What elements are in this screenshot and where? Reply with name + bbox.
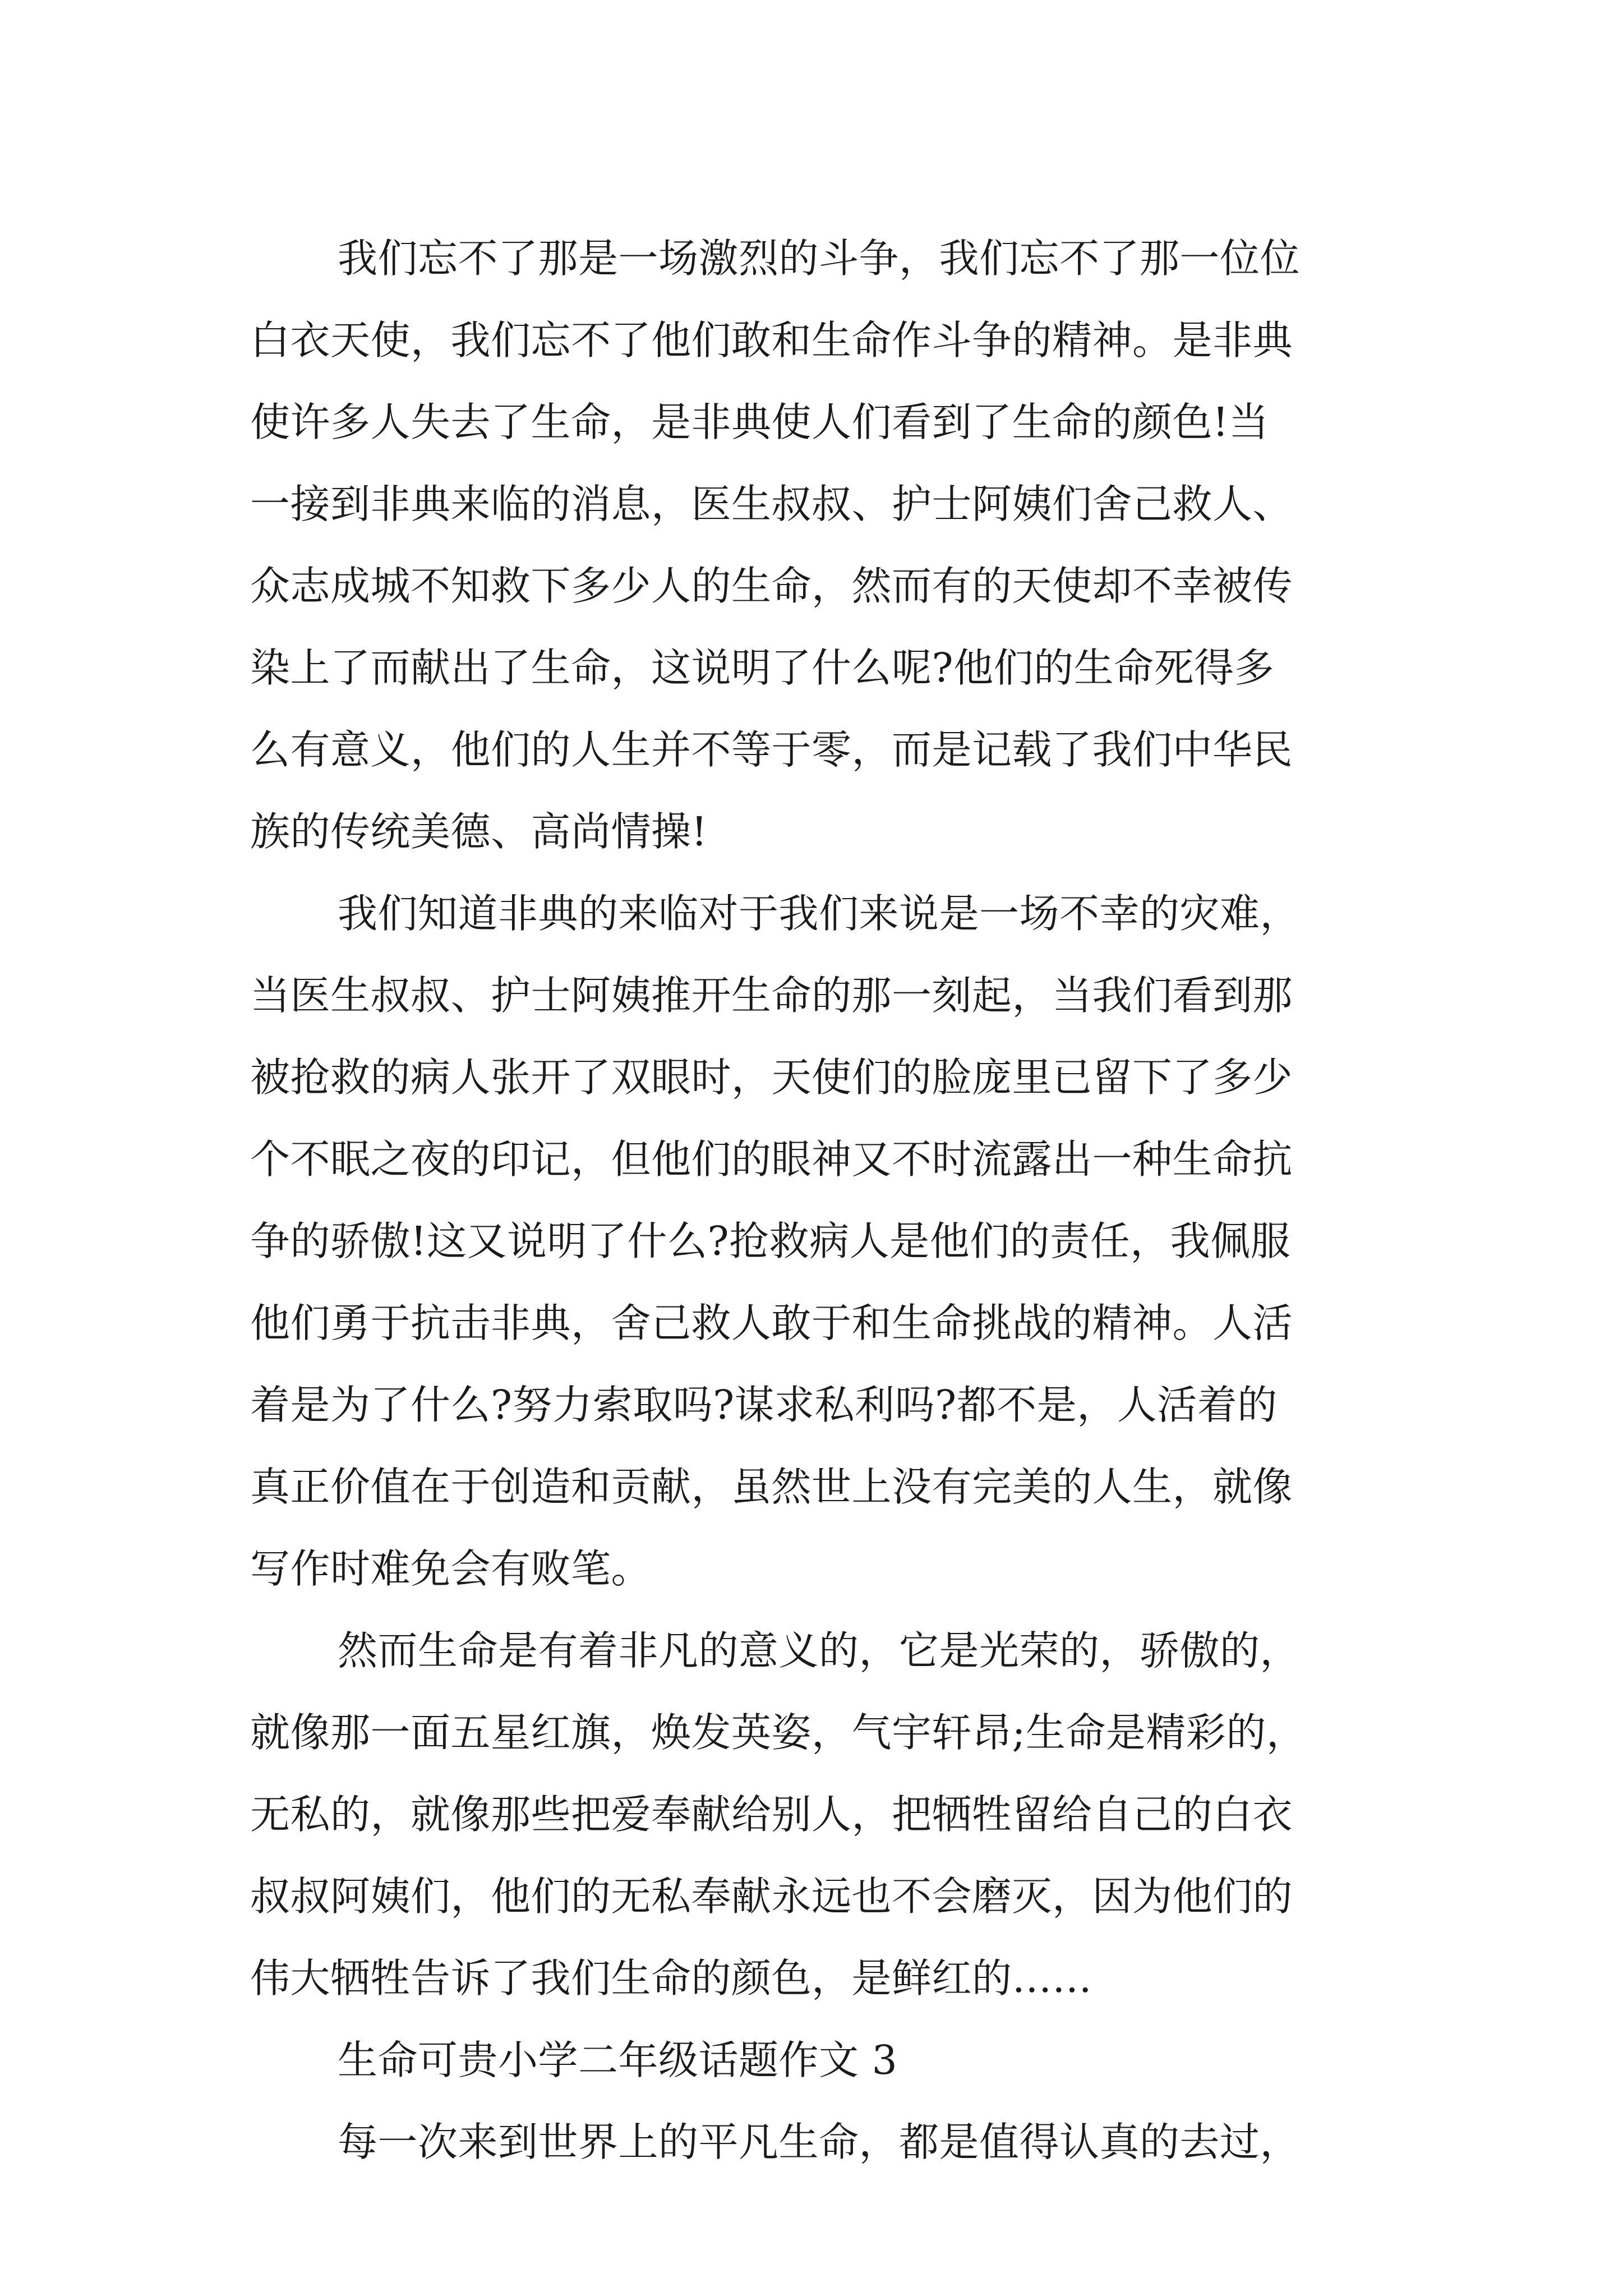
- section-title: 生命可贵小学二年级话题作文 3: [338, 2037, 898, 2083]
- paragraph-line: 当医生叔叔、护士阿姨推开生命的那一刻起，当我们看到那: [250, 972, 1293, 1019]
- paragraph-line: 么有意义，他们的人生并不等于零，而是记载了我们中华民: [250, 726, 1293, 773]
- paragraph-line: 个不眠之夜的印记，但他们的眼神又不时流露出一种生命抗: [250, 1136, 1293, 1182]
- paragraph-line: 无私的，就像那些把爱奉献给别人，把牺牲留给自己的白衣: [250, 1791, 1293, 1838]
- paragraph-line: 写作时难免会有败笔。: [250, 1545, 652, 1592]
- paragraph-line: 他们勇于抗击非典，舍己救人敢于和生命挑战的精神。人活: [250, 1300, 1293, 1346]
- paragraph-line: 然而生命是有着非凡的意义的，它是光荣的，骄傲的，: [338, 1627, 1301, 1674]
- paragraph-line: 我们知道非典的来临对于我们来说是一场不幸的灾难，: [338, 890, 1301, 937]
- paragraph-line: 真正价值在于创造和贡献，虽然世上没有完美的人生，就像: [250, 1464, 1293, 1510]
- paragraph-line: 一接到非典来临的消息，医生叔叔、护士阿姨们舍己救人、: [250, 481, 1293, 527]
- document-body: [250, 218, 1400, 2183]
- paragraph-line: 白衣天使，我们忘不了他们敢和生命作斗争的精神。是非典: [250, 317, 1293, 364]
- paragraph-line: 就像那一面五星红旗，焕发英姿，气宇轩昂;生命是精彩的，: [250, 1709, 1307, 1756]
- paragraph: [250, 873, 1400, 1610]
- paragraph-line: 每一次来到世界上的平凡生命，都是值得认真的去过，: [338, 2119, 1301, 2165]
- paragraph-line: 使许多人失去了生命，是非典使人们看到了生命的颜色!当: [250, 399, 1269, 445]
- paragraph-line: 族的传统美德、高尚情操!: [250, 808, 708, 855]
- paragraph-line: 染上了而献出了生命，这说明了什么呢?他们的生命死得多: [250, 645, 1275, 691]
- paragraph-line: 叔叔阿姨们，他们的无私奉献永远也不会磨灭，因为他们的: [250, 1873, 1293, 1920]
- paragraph: [250, 218, 1400, 873]
- paragraph: [250, 1610, 1400, 2019]
- paragraph-line: 被抢救的病人张开了双眼时，天使们的脸庞里已留下了多少: [250, 1054, 1293, 1101]
- paragraph-line: 着是为了什么?努力索取吗?谋求私利吗?都不是，人活着的: [250, 1382, 1278, 1428]
- paragraph-line: 伟大牺牲告诉了我们生命的颜色，是鲜红的……: [250, 1955, 1092, 2001]
- paragraph-line: 争的骄傲!这又说明了什么?抢救病人是他们的责任，我佩服: [250, 1218, 1291, 1264]
- paragraph-line: 我们忘不了那是一场激烈的斗争，我们忘不了那一位位: [338, 235, 1301, 282]
- paragraph-line: 众志成城不知救下多少人的生命，然而有的天使却不幸被传: [250, 563, 1293, 609]
